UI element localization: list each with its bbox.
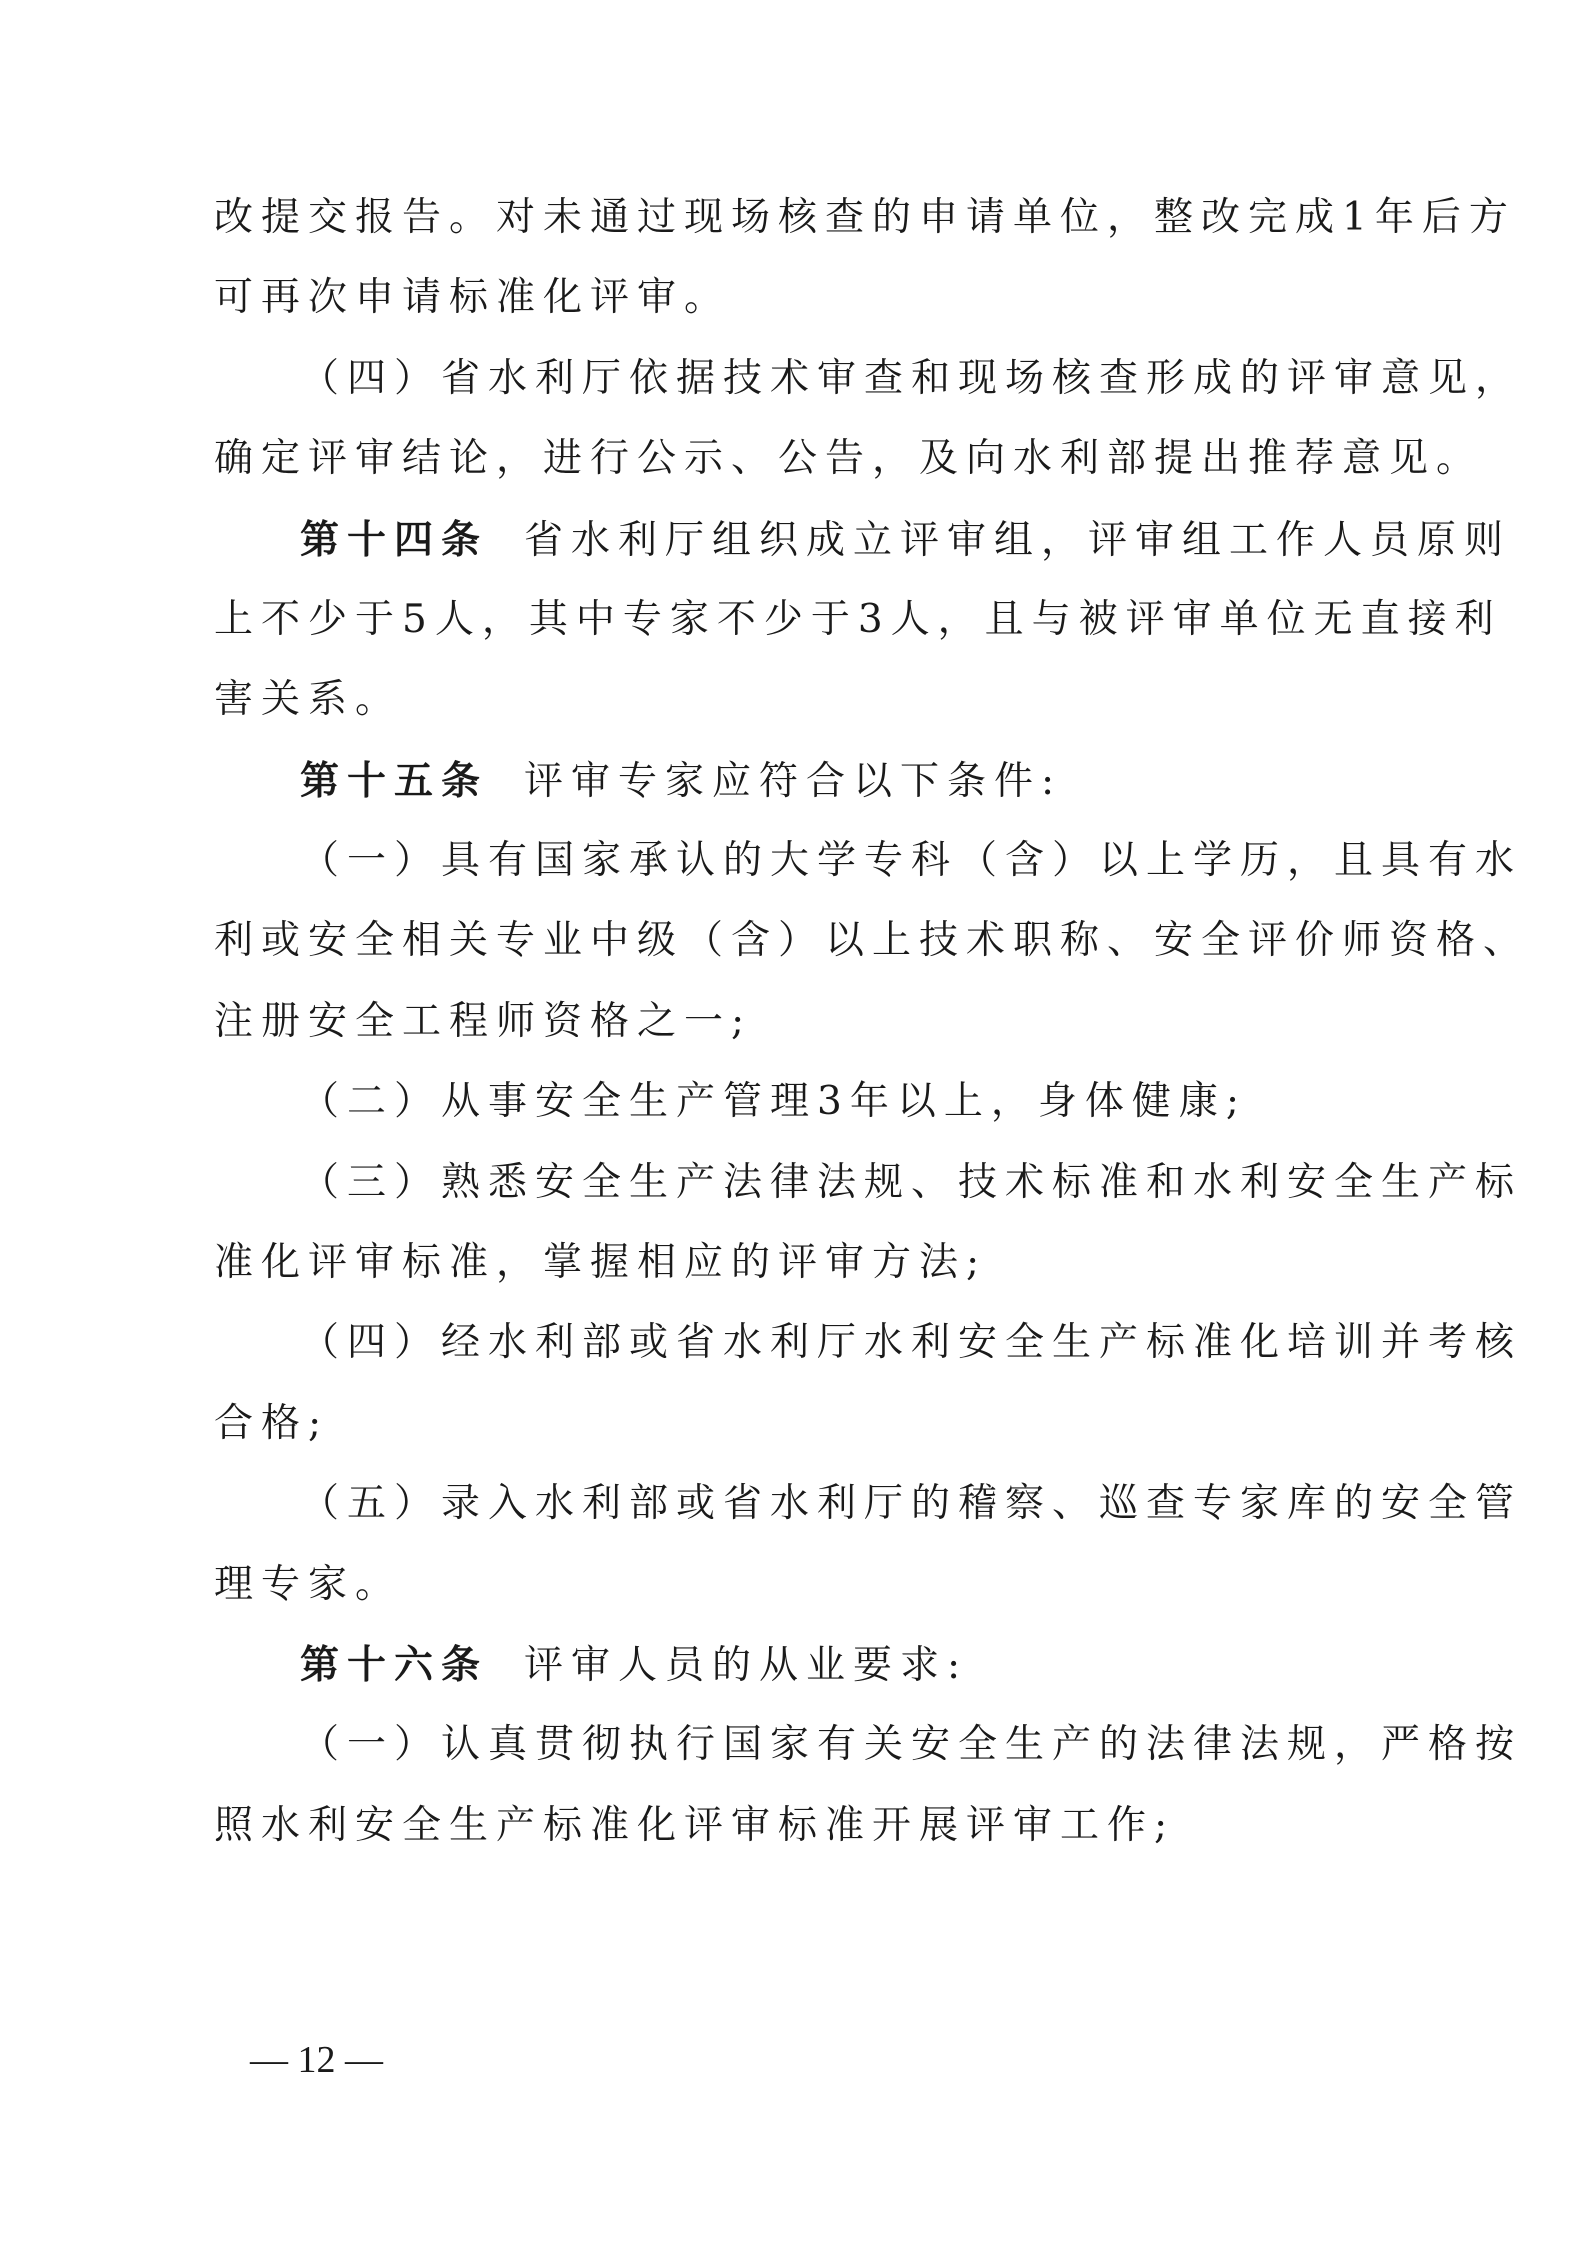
line-text: 照水利安全生产标准化评审标准开展评审工作; — [214, 1803, 1176, 1848]
line-text: （一）具有国家承认的大学专科（含）以上学历，且具有水 — [300, 838, 1523, 883]
text-line — [300, 1715, 1523, 1775]
text-line — [300, 1153, 1523, 1213]
text-line — [214, 1796, 1394, 1856]
line-text: 理专家。 — [214, 1562, 403, 1607]
text-line — [214, 1394, 1394, 1454]
line-text: 害关系。 — [214, 677, 403, 722]
article-16-line — [300, 1635, 1394, 1695]
line-text: 评审专家应符合以下条件: — [524, 759, 1063, 804]
article-title: 第十六条 — [300, 1642, 489, 1688]
text-line — [214, 670, 1394, 730]
line-text: 准化评审标准，掌握相应的评审方法; — [214, 1240, 988, 1285]
text-line — [300, 1474, 1523, 1534]
line-text: （五）录入水利部或省水利厅的稽察、巡查专家库的安全管 — [300, 1481, 1523, 1526]
line-text: 合格; — [214, 1401, 330, 1446]
article-title: 第十五条 — [300, 758, 489, 804]
line-text: （四）经水利部或省水利厅水利安全生产标准化培训并考核 — [300, 1320, 1523, 1365]
line-text: 确定评审结论，进行公示、公告，及向水利部提出推荐意见。 — [214, 436, 1484, 481]
article-15-line — [300, 751, 1394, 811]
text-line — [214, 992, 1394, 1052]
text-line — [214, 188, 1516, 248]
line-text: （二）从事安全生产管理3年以上，身体健康; — [300, 1079, 1247, 1124]
text-line — [300, 831, 1523, 891]
line-text: 利或安全相关专业中级（含）以上技术职称、安全评价师资格、 — [214, 918, 1531, 963]
text-line — [214, 1233, 1394, 1293]
text-line — [300, 349, 1523, 409]
text-line — [214, 268, 1394, 328]
text-line — [300, 1072, 1394, 1132]
text-line — [214, 590, 1502, 650]
text-line — [300, 1313, 1523, 1373]
line-text: （一）认真贯彻执行国家有关安全生产的法律法规，严格按 — [300, 1722, 1523, 1767]
text-line — [214, 429, 1484, 489]
line-text: 可再次申请标准化评审。 — [214, 275, 732, 320]
text-line — [214, 1555, 1394, 1615]
line-text: 上不少于5人，其中专家不少于3人，且与被评审单位无直接利 — [214, 597, 1502, 642]
line-text: （四）省水利厅依据技术审查和现场核查形成的评审意见， — [300, 356, 1523, 401]
page-number: — 12 — — [250, 2039, 383, 2081]
text-line — [214, 911, 1531, 971]
article-14-line — [300, 510, 1512, 570]
line-text: （三）熟悉安全生产法律法规、技术标准和水利安全生产标 — [300, 1160, 1523, 1205]
line-text: 注册安全工程师资格之一; — [214, 999, 753, 1044]
line-text: 省水利厅组织成立评审组，评审组工作人员原则 — [524, 518, 1512, 563]
line-text: 评审人员的从业要求: — [524, 1643, 969, 1688]
line-text: 改提交报告。对未通过现场核查的申请单位，整改完成1年后方 — [214, 195, 1516, 240]
article-title: 第十四条 — [300, 517, 489, 563]
